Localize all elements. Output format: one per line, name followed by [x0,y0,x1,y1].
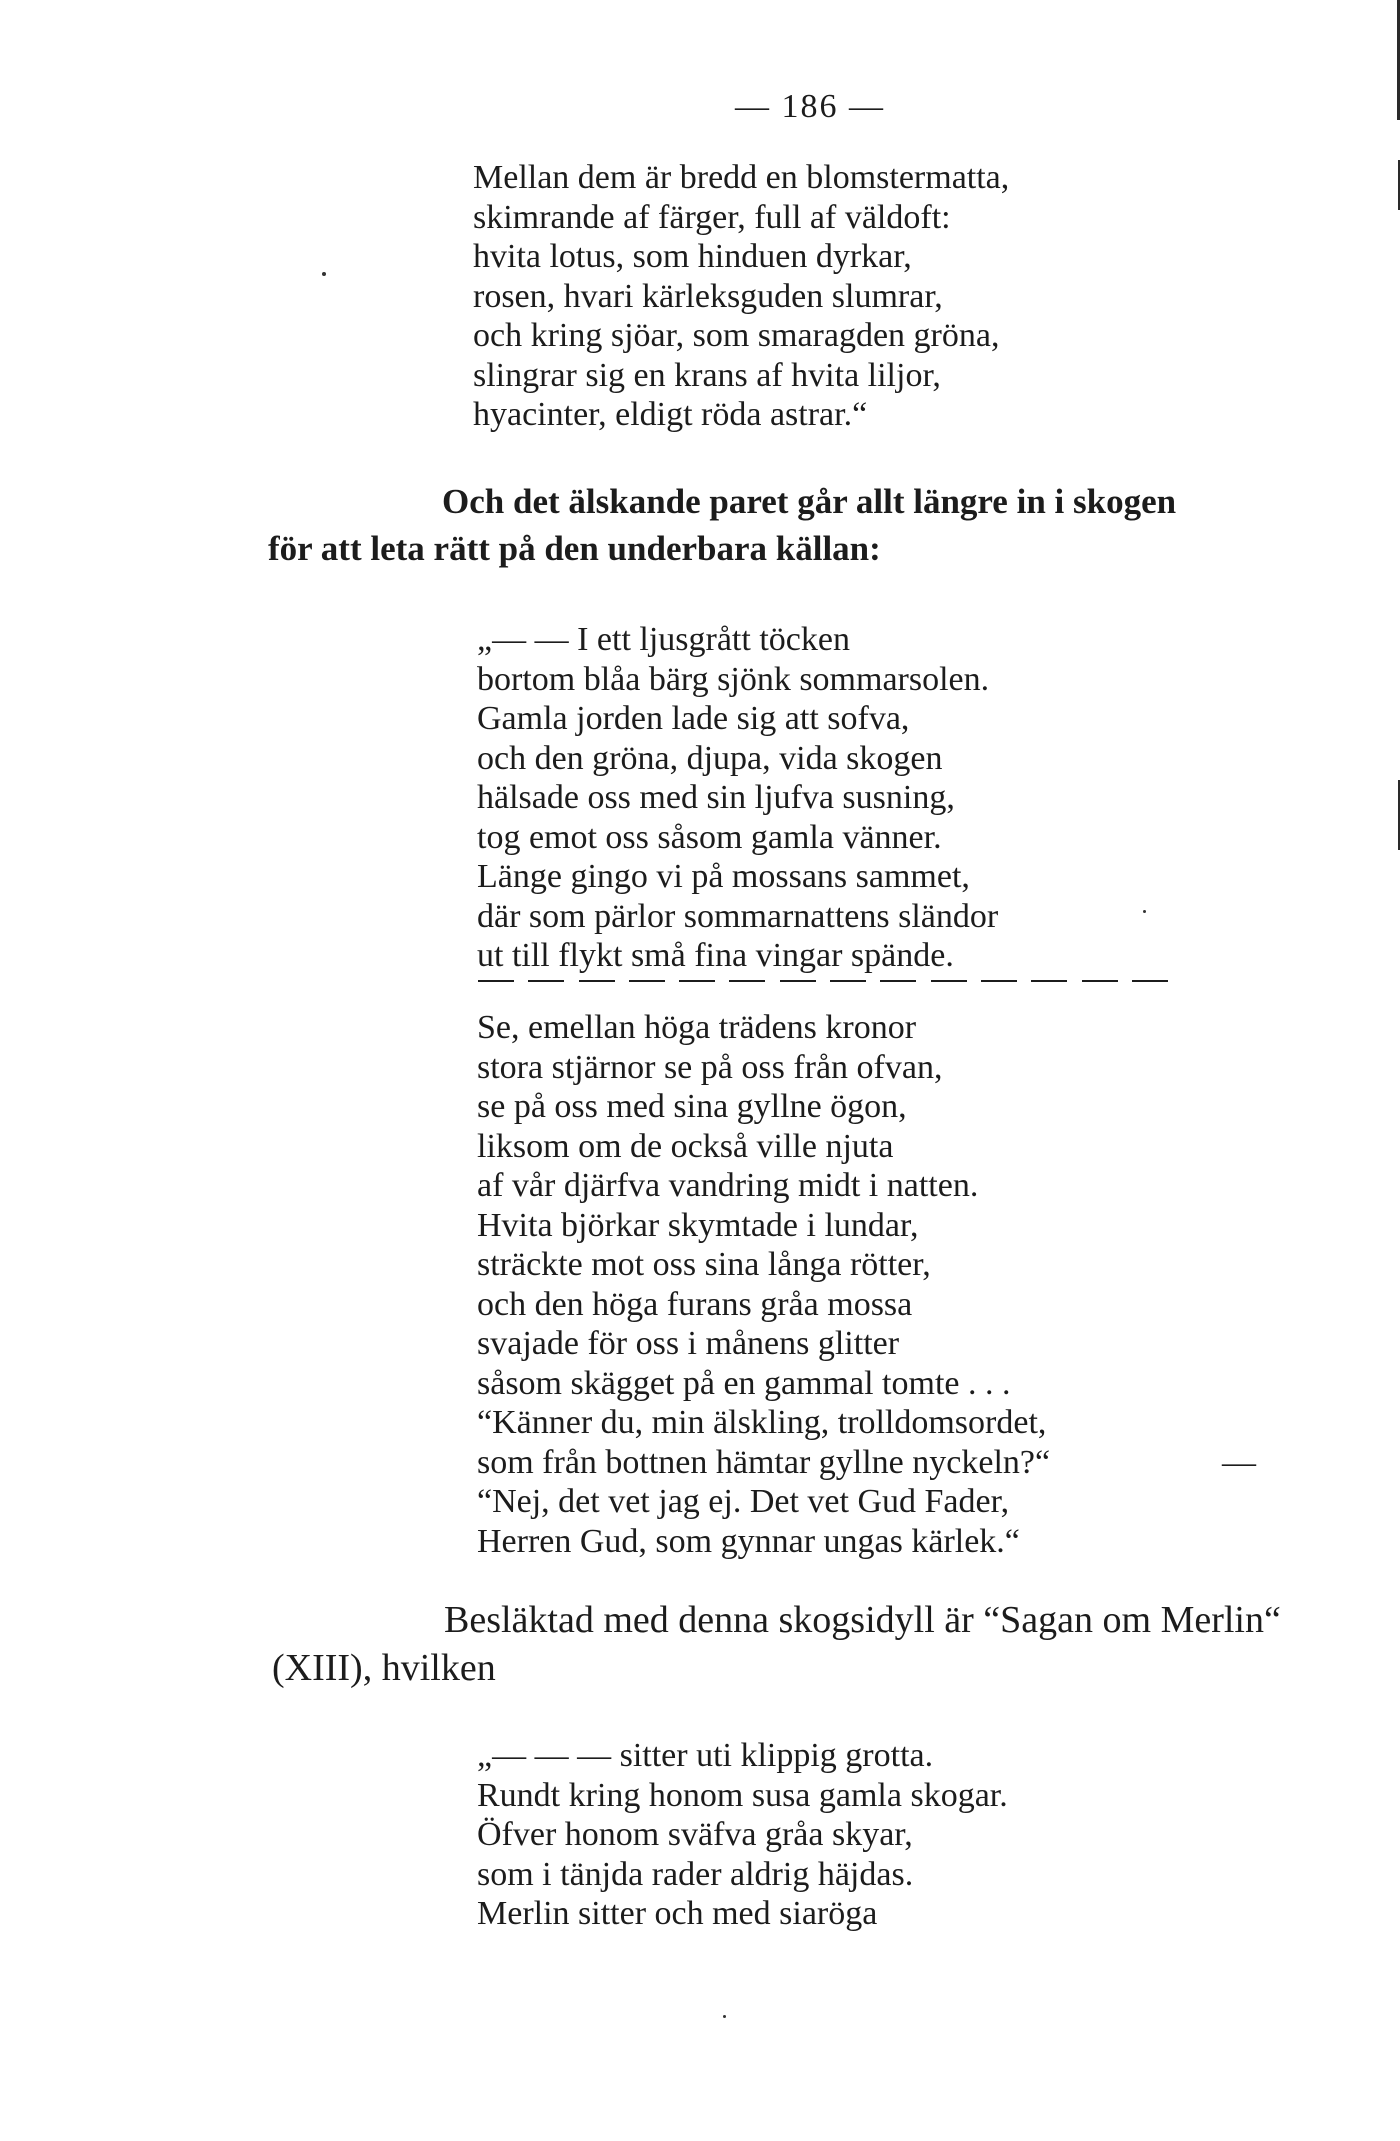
verse-line: „— — — sitter uti klippig grotta. [477,1737,934,1774]
verse-line: Rundt kring honom susa gamla skogar. [477,1776,1008,1814]
verse-line: bortom blåa bärg sjönk sommarsolen. [477,660,990,698]
poem-stanza-3 [477,1008,1050,1561]
verse-line: af vår djärfva vandring midt i natten. [477,1167,979,1204]
separator-dash [729,980,765,982]
separator-dash [1031,980,1067,982]
poem-stanza-4 [477,1736,1008,1934]
verse-line: „— — I ett ljusgrått töcken [477,621,850,658]
separator-dash [830,980,866,982]
verse-line: Merlin sitter och med siaröga [477,1895,878,1932]
poem-stanza-2 [477,620,998,976]
verse-line: Öfver honom sväfva gråa skyar, [477,1816,913,1853]
verse-line: hvita lotus, som hinduen dyrkar, [473,238,912,275]
verse-line: och kring sjöar, som smaragden gröna, [473,317,1000,354]
trailing-dash: — [1222,1444,1256,1481]
verse-line: liksom om de också ville njuta [477,1127,894,1165]
verse-line: Hvita björkar skymtade i lundar, [477,1206,919,1244]
verse-line: och den höga furans gråa mossa [477,1285,913,1323]
prose-line: Och det älskande paret går allt längre in i skogen [442,482,1177,521]
verse-line: sträckte mot oss sina långa rötter, [477,1246,931,1283]
prose-paragraph-1 [268,478,1176,572]
ink-speck [322,272,326,276]
separator-dash [679,980,715,982]
prose-line: för att leta rätt på den underbara källan: [268,529,881,568]
verse-line: såsom skägget på en gammal tomte . . . [477,1364,1011,1402]
verse-line: ut till flykt små fina vingar spände. [477,937,954,974]
verse-line: skimrande af färger, full af väldoft: [473,198,951,236]
verse-line: hyacinter, eldigt röda astrar.“ [473,396,868,433]
verse-line: Herren Gud, som gynnar ungas kärlek.“ [477,1522,1020,1560]
separator-dash [1132,980,1168,982]
verse-line: som från bottnen hämtar gyllne nyckeln?“ [477,1443,1051,1481]
verse-line: se på oss med sina gyllne ögon, [477,1088,907,1125]
separator-dash [478,980,514,982]
verse-line: Se, emellan höga trädens kronor [477,1009,917,1046]
verse-line: “Nej, det vet jag ej. Det vet Gud Fader, [477,1483,1010,1520]
poem-stanza-1 [473,158,1009,435]
verse-line: där som pärlor sommarnattens sländor [477,897,999,935]
separator-dash [1082,980,1118,982]
ink-speck [723,2015,726,2018]
prose-line: Besläktad med denna skogsidyll är “Sagan om Merlin“ [444,1599,1281,1641]
verse-line: hälsade oss med sin ljufva susning, [477,779,955,816]
ink-speck [1143,910,1146,913]
separator-dash [528,980,564,982]
separator-dash [780,980,816,982]
prose-line: (XIII), hvilken [272,1647,496,1689]
section-separator [478,980,1168,982]
verse-line: som i tänjda rader aldrig häjdas. [477,1855,914,1893]
verse-line: och den gröna, djupa, vida skogen [477,739,943,777]
separator-dash [579,980,615,982]
verse-line: stora stjärnor se på oss från ofvan, [477,1048,943,1086]
separator-dash [931,980,967,982]
separator-dash [629,980,665,982]
verse-line: Mellan dem är bredd en blomstermatta, [473,159,1010,196]
verse-line: Länge gingo vi på mossans sammet, [477,858,970,895]
verse-line: rosen, hvari kärleksguden slumrar, [473,277,943,315]
verse-line: svajade för oss i månens glitter [477,1325,900,1362]
separator-dash [981,980,1017,982]
verse-line: slingrar sig en krans af hvita liljor, [473,356,941,394]
prose-paragraph-2 [272,1596,1281,1692]
verse-line: Gamla jorden lade sig att sofva, [477,700,910,737]
separator-dash [880,980,916,982]
verse-line: “Känner du, min älskling, trolldomsordet, [477,1404,1047,1441]
page-number: — 186 — [735,88,885,125]
verse-line: tog emot oss såsom gamla vänner. [477,818,942,856]
